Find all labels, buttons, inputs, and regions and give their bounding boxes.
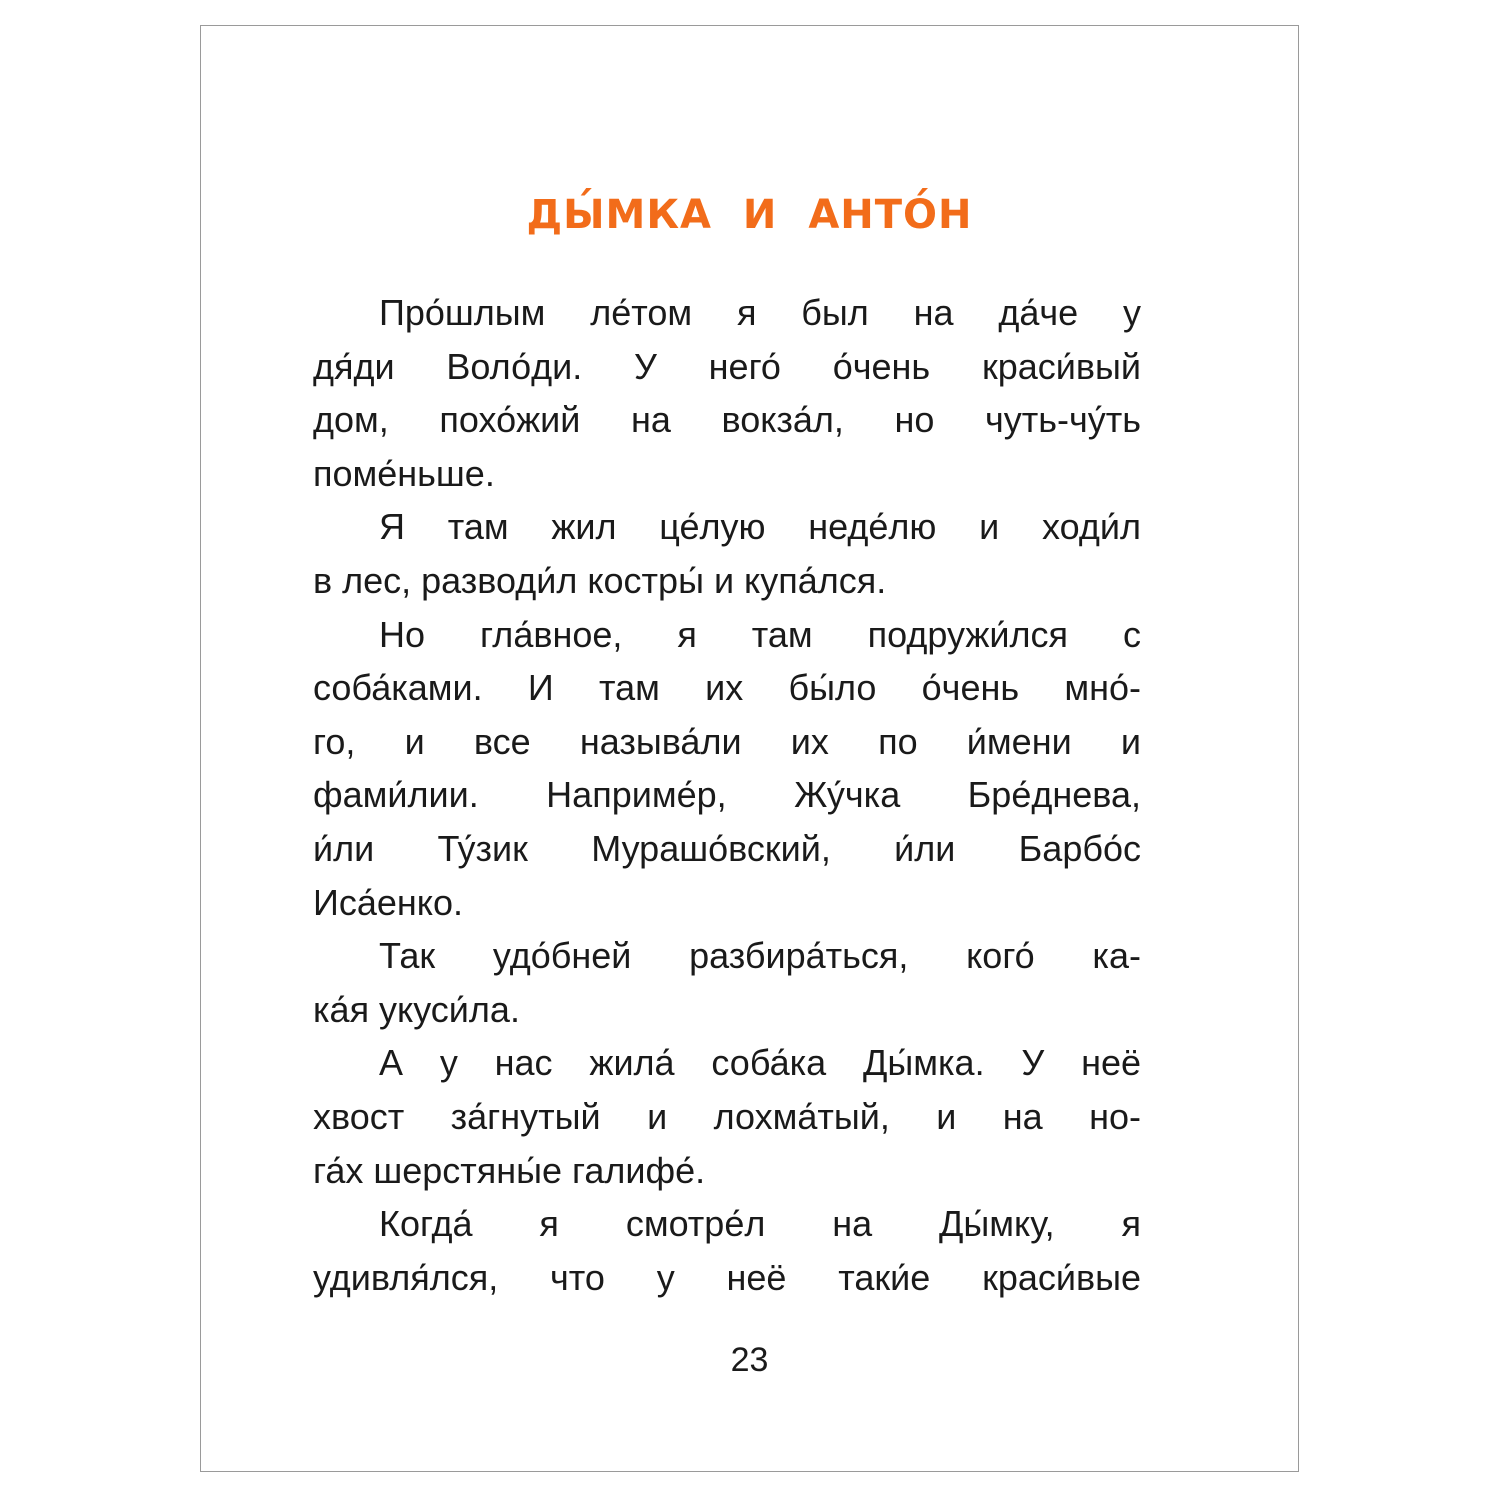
text-line: Я там жил це́лую неде́лю и ходи́л	[379, 506, 1141, 548]
story-title: ДЫ́МКА И АНТО́Н	[526, 192, 973, 238]
text-line: А у нас жила́ соба́ка Ды́мка. У неё	[379, 1042, 1141, 1084]
text-line: Про́шлым ле́том я был на да́че у	[379, 292, 1141, 333]
text-line: га́х шерстяны́е галифе́.	[313, 1149, 706, 1191]
page-number: 23	[730, 1341, 769, 1379]
story-text	[313, 286, 1141, 1304]
text-line: Но гла́вное, я там подружи́лся с	[379, 613, 1141, 655]
text-line: дом, похо́жий на вокза́л, но чуть-чу́ть	[313, 399, 1141, 441]
text-line: поме́ньше.	[313, 452, 495, 494]
text-line: и́ли Ту́зик Мурашо́вский, и́ли Барбо́с	[313, 827, 1141, 869]
book-page	[200, 25, 1299, 1472]
text-line: го, и все называ́ли их по и́мени и	[313, 720, 1141, 762]
text-line: дя́ди Воло́ди. У него́ о́чень краси́вый	[313, 345, 1141, 387]
text-line: удивля́лся, что у неё таки́е краси́вые	[313, 1256, 1141, 1298]
text-line: Иса́енко.	[313, 881, 463, 923]
text-line: хвост за́гнутый и лохма́тый, и на но-	[313, 1095, 1141, 1137]
text-line: фами́лии. Наприме́р, Жу́чка Бре́днева,	[313, 774, 1141, 816]
text-line: соба́ками. И там их бы́ло о́чень мно́-	[313, 667, 1141, 709]
text-line: Так удо́бней разбира́ться, кого́ ка-	[379, 935, 1141, 977]
text-line: Когда́ я смотре́л на Ды́мку, я	[379, 1203, 1141, 1245]
text-line: ка́я укуси́ла.	[313, 988, 520, 1030]
text-line: в лес, разводи́л костры́ и купа́лся.	[313, 559, 887, 601]
